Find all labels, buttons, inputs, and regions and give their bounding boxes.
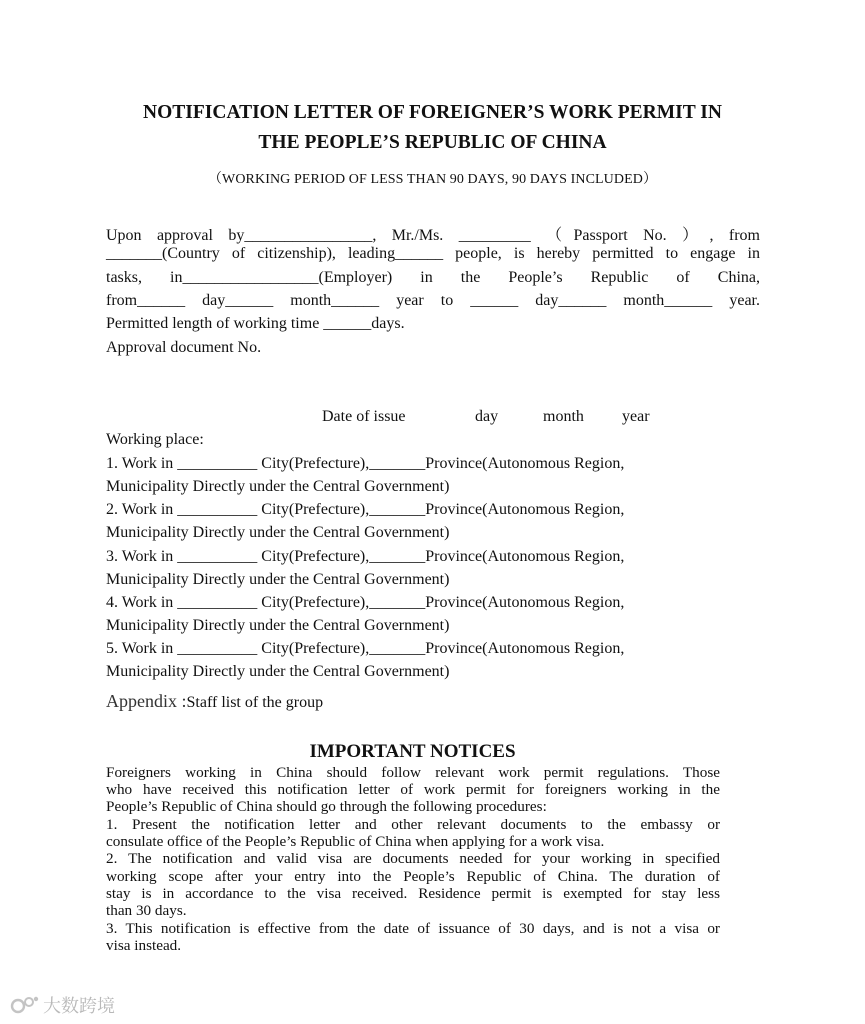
working-place-item-continued: Municipality Directly under the Central Government)	[106, 478, 450, 495]
working-place-item: 5. Work in __________ City(Prefecture),_______Province(Autonomous Region,	[106, 640, 625, 657]
date-of-issue-year: year	[622, 408, 650, 425]
working-place-label: Working place:	[106, 431, 204, 448]
working-place-item: 2. Work in __________ City(Prefecture),_______Province(Autonomous Region,	[106, 501, 625, 518]
approval-line: _______(Country of citizenship), leading______ people, is hereby permitted to engage in	[106, 245, 760, 262]
appendix-label: Appendix :	[106, 691, 187, 711]
notice-line: than 30 days.	[106, 902, 187, 919]
working-place-item-continued: Municipality Directly under the Central Government)	[106, 524, 450, 541]
permitted-length: Permitted length of working time ______days.	[106, 315, 405, 332]
approval-document-no: Approval document No.	[106, 339, 262, 356]
date-of-issue-label: Date of issue	[322, 408, 406, 425]
notice-line: working scope after your entry into the People’s Republic of China. The duration of	[106, 868, 720, 885]
document-title-line-1: NOTIFICATION LETTER OF FOREIGNER’S WORK PERMIT IN	[143, 102, 722, 123]
date-of-issue-month: month	[543, 408, 584, 425]
notice-line: 3. This notification is effective from the date of issuance of 30 days, and is not a visa or	[106, 920, 720, 937]
watermark	[10, 992, 115, 1018]
date-of-issue-day: day	[475, 408, 499, 425]
approval-line: tasks, in_________________(Employer) in the People’s Republic of China,	[106, 269, 760, 286]
working-place-item: 3. Work in __________ City(Prefecture),_______Province(Autonomous Region,	[106, 548, 625, 565]
logo-icon	[10, 995, 40, 1015]
important-notices-heading: IMPORTANT NOTICES	[309, 741, 516, 762]
notice-line: consulate office of the People’s Republic of China when applying for a work visa.	[106, 833, 605, 850]
notice-line: visa instead.	[106, 937, 182, 954]
notice-line: Foreigners working in China should follow relevant work permit regulations. Those	[106, 764, 720, 781]
notice-line: stay is in accordance to the visa received. Residence permit is exempted for stay less	[106, 885, 720, 902]
notice-line: who have received this notification letter of work permit for foreigners working in the	[106, 781, 720, 798]
approval-line: Upon approval by________________, Mr./Ms. _________ （Passport No. ）, from	[106, 227, 760, 244]
appendix	[106, 691, 323, 712]
working-place-item-continued: Municipality Directly under the Central Government)	[106, 617, 450, 634]
document-title-line-2: THE PEOPLE’S REPUBLIC OF CHINA	[258, 132, 607, 153]
working-place-item-continued: Municipality Directly under the Central Government)	[106, 663, 450, 680]
document-subtitle: （WORKING PERIOD OF LESS THAN 90 DAYS, 90 DAYS INCLUDED）	[207, 172, 658, 187]
notice-line: People’s Republic of China should go through the following procedures:	[106, 798, 547, 815]
approval-line: from______ day______ month______ year to ______ day______ month______ year.	[106, 292, 760, 309]
notice-line: 2. The notification and valid visa are documents needed for your working in specified	[106, 850, 720, 867]
working-place-item-continued: Municipality Directly under the Central Government)	[106, 571, 450, 588]
watermark-text: 大数跨境	[43, 996, 115, 1017]
notice-line: 1. Present the notification letter and other relevant documents to the embassy or	[106, 816, 720, 833]
appendix-text: Staff list of the group	[186, 694, 324, 711]
working-place-item: 4. Work in __________ City(Prefecture),_______Province(Autonomous Region,	[106, 594, 625, 611]
working-place-item: 1. Work in __________ City(Prefecture),_______Province(Autonomous Region,	[106, 455, 625, 472]
